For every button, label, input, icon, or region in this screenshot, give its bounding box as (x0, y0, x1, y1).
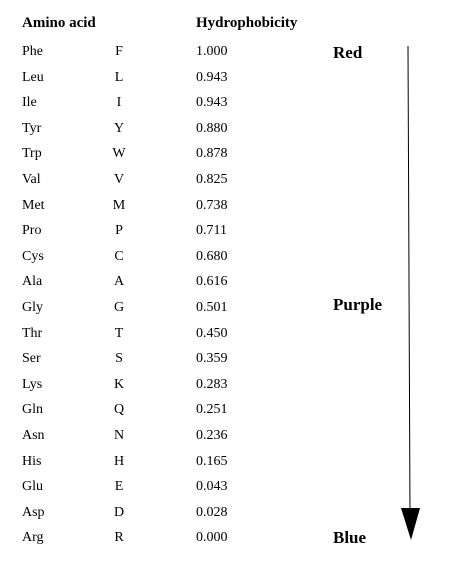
amino-acid-name: Phe (22, 44, 43, 59)
hydrophobicity-value: 0.680 (196, 248, 228, 264)
table-row (0, 449, 458, 475)
hydrophobicity-value: 0.878 (196, 146, 228, 162)
hydrophobicity-value: 0.943 (196, 69, 228, 85)
hydrophobicity-value: 0.450 (196, 325, 228, 341)
amino-acid-name: Arg (22, 530, 44, 546)
amino-acid-letter: V (113, 171, 125, 187)
hydrophobicity-value: 1.000 (196, 44, 228, 59)
table-row (0, 116, 458, 142)
amino-acid-name: Gly (22, 299, 43, 315)
table-body (0, 39, 458, 551)
amino-acid-name: Trp (22, 146, 42, 162)
amino-acid-letter: H (113, 453, 125, 469)
amino-acid-letter: I (116, 95, 122, 111)
table-row (0, 65, 458, 91)
table-row (0, 525, 458, 551)
scale-label-red: Red (333, 43, 363, 62)
amino-acid-letter: C (114, 248, 124, 264)
table-row (0, 269, 458, 295)
amino-acid-name: Leu (22, 69, 44, 85)
table-row (0, 500, 458, 526)
amino-acid-letter: A (113, 274, 125, 290)
table-row (0, 167, 458, 193)
amino-acid-name: Val (22, 171, 41, 187)
hydrophobicity-value: 0.880 (196, 120, 228, 136)
amino-acid-letter: D (113, 504, 125, 520)
hydrophobicity-value: 0.251 (196, 402, 228, 418)
amino-acid-letter: Y (113, 120, 125, 136)
hydrophobicity-value: 0.738 (196, 197, 228, 213)
amino-acid-letter: G (113, 299, 125, 315)
amino-acid-letter: L (114, 69, 124, 85)
table-row (0, 295, 458, 321)
scale-label-blue: Blue (333, 528, 367, 547)
amino-acid-letter: Q (113, 402, 125, 418)
down-arrow-icon (398, 46, 428, 546)
hydrophobicity-value: 0.943 (196, 95, 228, 111)
hydrophobicity-value: 0.825 (196, 171, 228, 187)
amino-acid-letter: M (112, 197, 126, 213)
amino-acid-letter: E (114, 479, 124, 495)
hydrophobicity-value: 0.165 (196, 453, 228, 469)
scale-label-purple: Purple (333, 295, 383, 314)
amino-acid-name: Tyr (22, 120, 42, 136)
hydrophobicity-value: 0.236 (196, 427, 228, 443)
arrow-shaft (408, 46, 410, 516)
table-row (0, 372, 458, 398)
amino-acid-name: Thr (22, 325, 43, 341)
amino-acid-name: Cys (22, 248, 44, 264)
hydrophobicity-value: 0.359 (196, 351, 228, 367)
table-row (0, 90, 458, 116)
amino-acid-name: Lys (22, 376, 43, 392)
table-row (0, 244, 458, 270)
amino-acid-name: Met (22, 197, 45, 213)
column-header-amino-acid: Amino acid (22, 15, 96, 31)
amino-acid-name: Ser (22, 351, 41, 367)
table-row (0, 474, 458, 500)
amino-acid-letter: N (113, 427, 125, 443)
table-row (0, 141, 458, 167)
arrow-head (401, 508, 420, 540)
amino-acid-letter: K (113, 376, 125, 392)
amino-acid-name: Ala (22, 274, 43, 290)
amino-acid-letter: W (112, 146, 126, 162)
amino-acid-letter: P (115, 223, 123, 239)
amino-acid-name: Ile (22, 95, 37, 111)
table-row (0, 397, 458, 423)
column-header-hydrophobicity: Hydrophobicity (196, 15, 298, 31)
table-row (0, 423, 458, 449)
amino-acid-letter: S (115, 351, 123, 367)
hydrophobicity-value: 0.000 (196, 530, 228, 546)
hydrophobicity-value: 0.711 (196, 223, 227, 239)
amino-acid-name: Glu (22, 479, 43, 495)
table-row (0, 321, 458, 347)
amino-acid-name: Gln (22, 402, 43, 418)
amino-acid-name: Asp (22, 504, 45, 520)
amino-acid-letter: T (114, 325, 124, 341)
table-row (0, 39, 458, 65)
amino-acid-name: His (22, 453, 42, 469)
hydrophobicity-value: 0.028 (196, 504, 228, 520)
hydrophobicity-value: 0.616 (196, 274, 228, 290)
amino-acid-letter: R (114, 530, 124, 546)
hydrophobicity-value: 0.043 (196, 479, 228, 495)
hydrophobicity-value: 0.501 (196, 299, 228, 315)
hydrophobicity-value: 0.283 (196, 376, 228, 392)
table-row (0, 346, 458, 372)
table-row (0, 218, 458, 244)
amino-acid-letter: F (115, 44, 123, 59)
amino-acid-name: Pro (22, 223, 42, 239)
amino-acid-name: Asn (22, 427, 45, 443)
table-row (0, 193, 458, 219)
